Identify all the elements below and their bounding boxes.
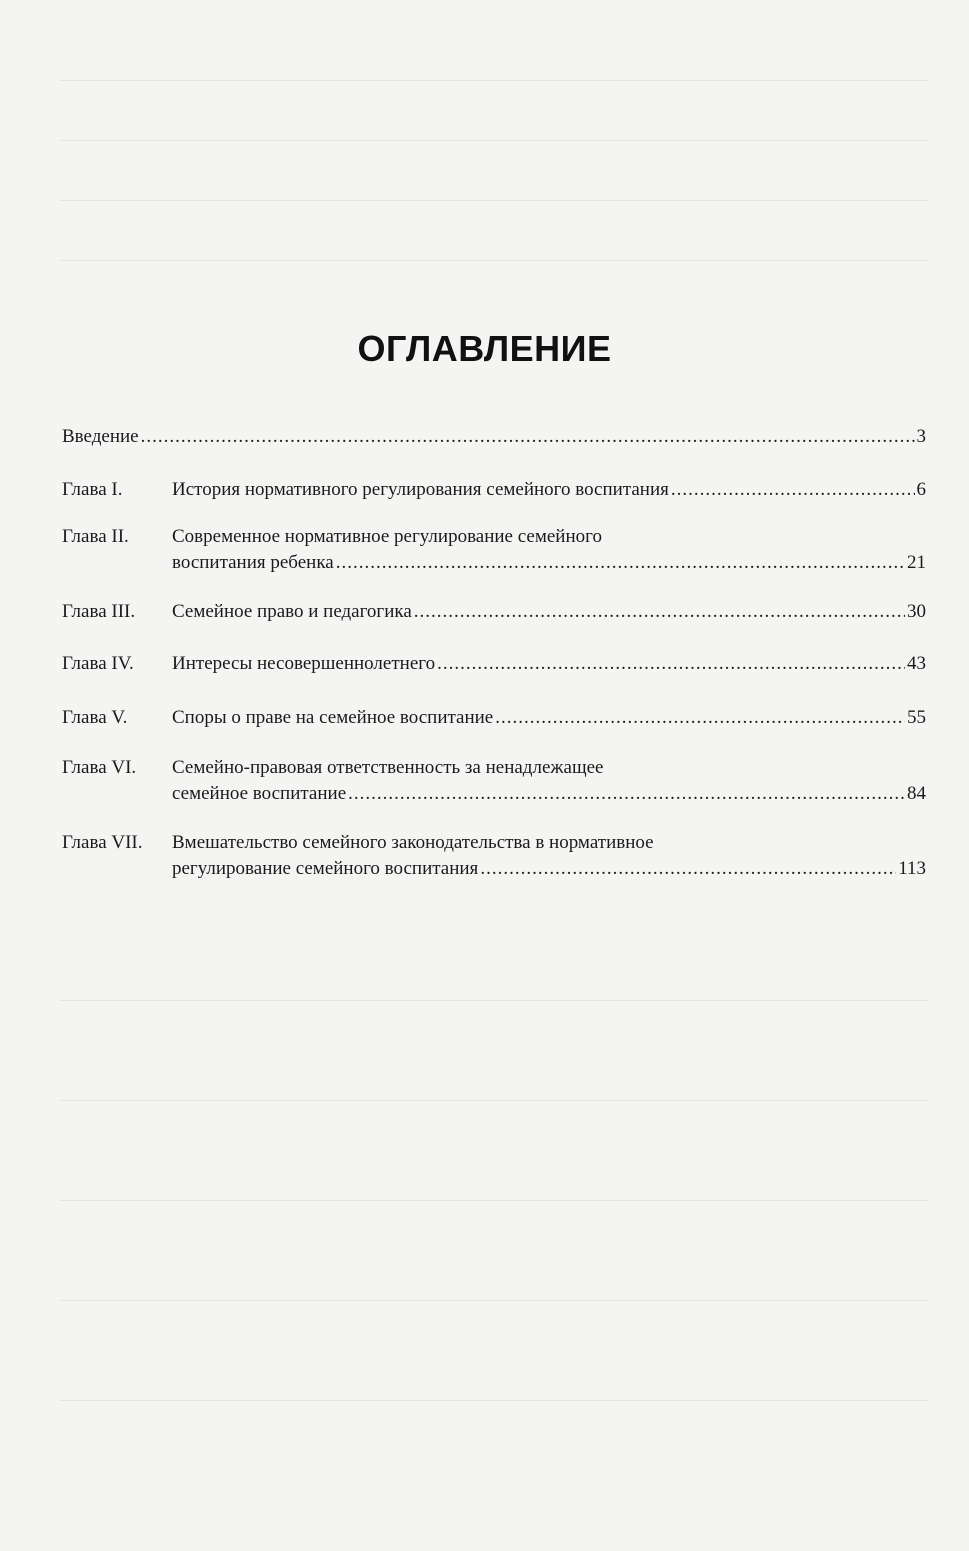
dot-leader: [671, 477, 915, 503]
chapter-label: Глава IV.: [62, 653, 134, 674]
dot-leader: [141, 424, 915, 450]
dot-leader: [480, 856, 896, 882]
dot-leader: [348, 781, 905, 807]
entry-title: Интересы несовершеннолетнего: [172, 653, 436, 674]
chapter-label: Глава III.: [62, 601, 136, 622]
page-number: 6: [916, 479, 926, 500]
page-number: 30: [907, 601, 926, 622]
page-number: 55: [907, 707, 926, 728]
page-number: 84: [907, 783, 926, 804]
page-number: 113: [898, 858, 926, 879]
entry-title-line: воспитания ребенка: [172, 552, 334, 573]
entry-title-line: Семейно-правовая ответственность за ненадлежащее: [172, 757, 604, 778]
page-title: ОГЛАВЛЕНИЕ: [357, 328, 612, 369]
entry-title: Семейное право и педагогика: [172, 601, 412, 622]
dot-leader: [437, 651, 905, 677]
chapter-label: Глава V.: [62, 707, 128, 728]
page-number: 3: [916, 426, 926, 447]
entry-title-line: Вмешательство семейного законодательства в нормативное: [172, 832, 654, 853]
entry-title-line: регулирование семейного воспитания: [172, 858, 479, 879]
dot-leader: [495, 705, 905, 731]
entry-title: История нормативного регулирования семейного воспитания: [172, 479, 669, 500]
chapter-label: Глава II.: [62, 526, 129, 547]
chapter-label: Глава I.: [62, 479, 123, 500]
chapter-label: Глава VI.: [62, 757, 137, 778]
page-number: 43: [907, 653, 926, 674]
dot-leader: [336, 550, 905, 576]
entry-title: Споры о праве на семейное воспитание: [172, 707, 494, 728]
page-number: 21: [907, 552, 926, 573]
chapter-label: Глава VII.: [62, 832, 143, 853]
entry-title: Введение: [62, 426, 139, 447]
dot-leader: [414, 599, 905, 625]
entry-title-line: семейное воспитание: [172, 783, 347, 804]
entry-title-line: Современное нормативное регулирование семейного: [172, 526, 602, 547]
